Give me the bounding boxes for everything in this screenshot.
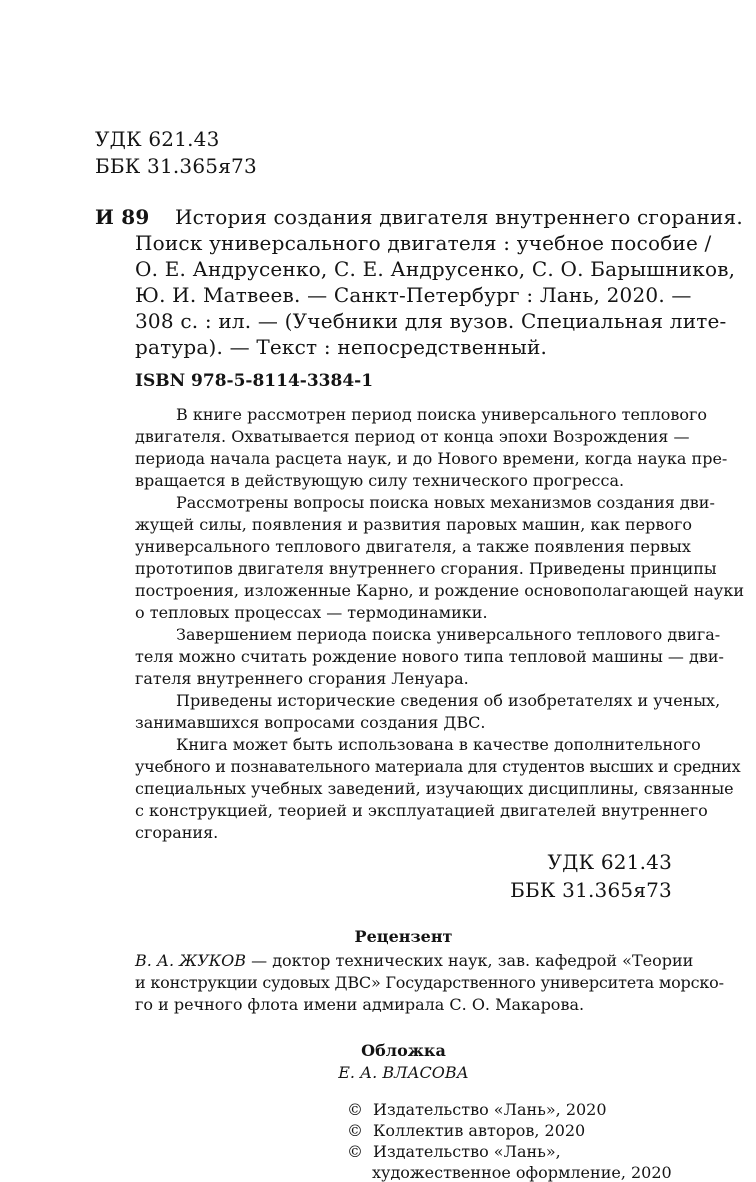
- cover-designer: Е. А. ВЛАСОВА: [338, 1063, 469, 1082]
- abstract-line: занимавшихся вопросами создания ДВС.: [135, 713, 486, 732]
- cover-heading: Обложка: [361, 1041, 446, 1060]
- copyright-line: © Издательство «Лань»,: [347, 1142, 561, 1161]
- reviewer-line-3: го и речного флота имени адмирала С. О. Макарова.: [135, 995, 585, 1014]
- udk-code-bottom: УДК 621.43: [547, 850, 672, 874]
- abstract-line: построения, изложенные Карно, и рождение основополагающей науки: [135, 581, 744, 600]
- abstract-line: двигателя. Охватывается период от конца эпохи Возрождения —: [135, 427, 690, 446]
- copyright-icon: ©: [347, 1142, 363, 1161]
- catalog-line-6: ратура). — Текст : непосредственный.: [135, 335, 548, 359]
- abstract-line: Книга может быть использована в качестве дополнительного: [176, 735, 701, 754]
- reviewer-line-2: и конструкции судовых ДВС» Государственного университета морско-: [135, 973, 724, 992]
- isbn: ISBN 978-5-8114-3384-1: [135, 371, 374, 391]
- reviewer-title: — доктор технических наук, зав. кафедрой «Теории: [246, 951, 694, 970]
- abstract-line: прототипов двигателя внутреннего сгорания. Приведены принципы: [135, 559, 717, 578]
- abstract-line: В книге рассмотрен период поиска универсального теплового: [176, 405, 708, 424]
- copyright-continuation: художественное оформление, 2020: [372, 1163, 672, 1182]
- catalog-line-2: Поиск универсального двигателя : учебное пособие /: [135, 231, 712, 255]
- bbk-code: ББК 31.365я73: [95, 154, 257, 178]
- catalog-line-4: Ю. И. Матвеев. — Санкт-Петербург : Лань, 2020. —: [135, 283, 692, 307]
- bbk-code-bottom: ББК 31.365я73: [510, 878, 672, 902]
- abstract-line: универсального теплового двигателя, а также появления первых: [135, 537, 691, 556]
- abstract-line: Приведены исторические сведения об изобретателях и ученых,: [176, 691, 721, 710]
- reviewer-line-1: [135, 951, 694, 970]
- reviewer-heading: Рецензент: [354, 927, 453, 946]
- abstract-line: жущей силы, появления и развития паровых машин, как первого: [135, 515, 693, 534]
- copyright-line: © Издательство «Лань», 2020: [347, 1100, 607, 1119]
- reviewer-name: В. А. ЖУКОВ: [135, 951, 247, 970]
- abstract-line: Завершением периода поиска универсального теплового двига-: [176, 625, 721, 644]
- catalog-line-3: О. Е. Андрусенко, С. Е. Андрусенко, С. О. Барышников,: [135, 257, 736, 281]
- udk-code: УДК 621.43: [95, 127, 220, 151]
- abstract-line: о тепловых процессах — термодинамики.: [135, 603, 488, 622]
- catalog-line-1: История создания двигателя внутреннего сгорания.: [175, 205, 743, 229]
- copyright-icon: ©: [347, 1100, 363, 1119]
- copyright-icon: ©: [347, 1121, 363, 1140]
- catalog-line-5: 308 с. : ил. — (Учебники для вузов. Специальная лите-: [135, 309, 727, 333]
- abstract-line: периода начала расцета наук, и до Нового времени, когда наука пре-: [135, 449, 728, 468]
- abstract-line: учебного и познавательного материала для студентов высших и средних: [135, 757, 741, 776]
- abstract-line: с конструкцией, теорией и эксплуатацией двигателей внутреннего: [135, 801, 708, 820]
- abstract-line: гателя внутреннего сгорания Ленуара.: [135, 669, 469, 688]
- abstract-line: сгорания.: [135, 823, 219, 842]
- abstract-line: вращается в действующую силу технического прогресса.: [135, 471, 625, 490]
- abstract-line: Рассмотрены вопросы поиска новых механизмов создания дви-: [176, 493, 715, 512]
- abstract-line: теля можно считать рождение нового типа тепловой машины — дви-: [135, 647, 724, 666]
- author-sign: И 89: [95, 205, 150, 229]
- abstract-line: специальных учебных заведений, изучающих дисциплины, связанные: [135, 779, 734, 798]
- copyright-line: © Коллектив авторов, 2020: [347, 1121, 586, 1140]
